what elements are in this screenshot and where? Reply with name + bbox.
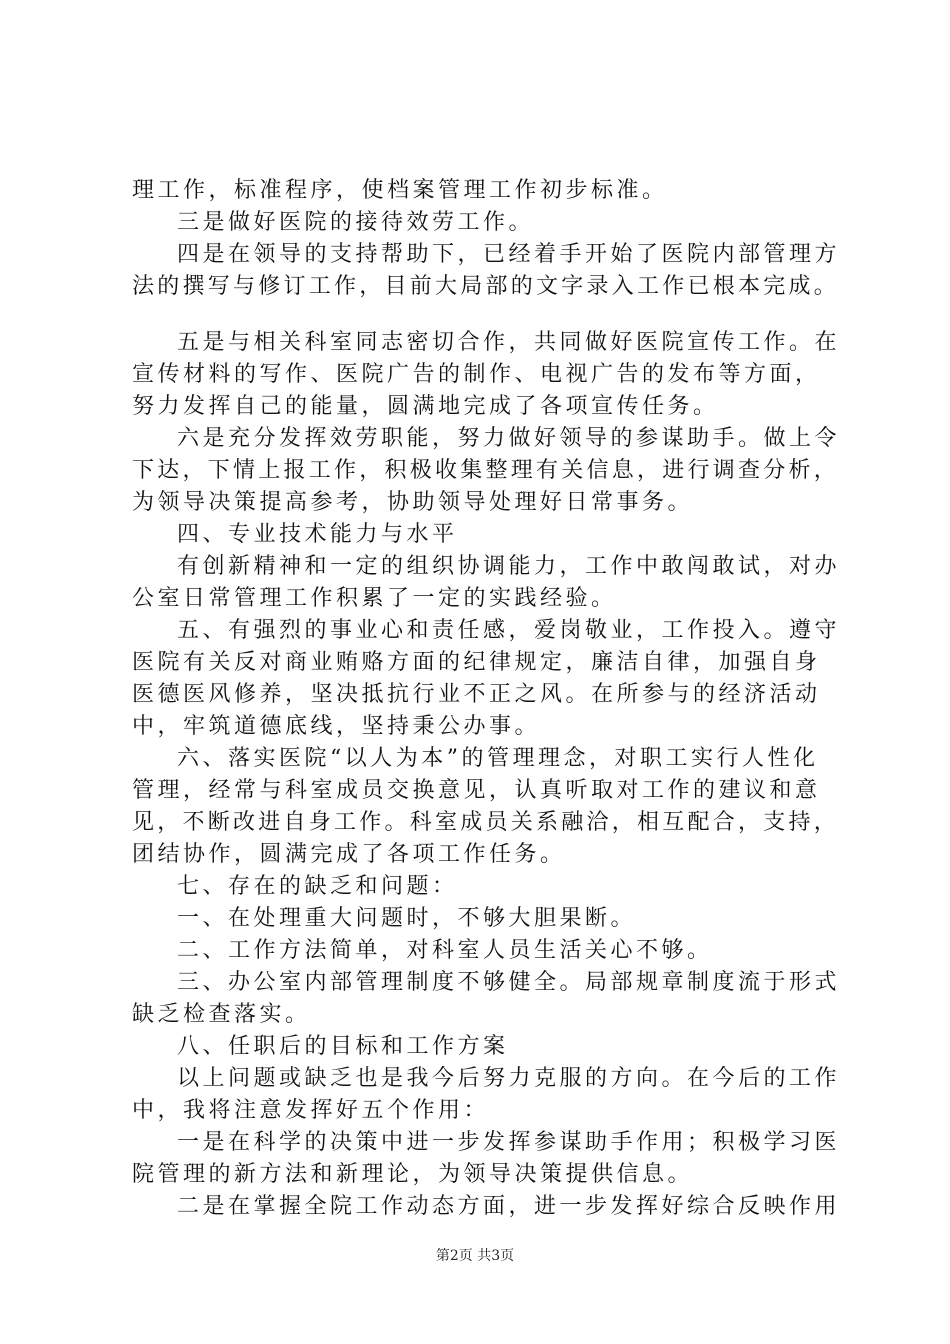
text-line: 医院有关反对商业贿赂方面的纪律规定，廉洁自律，加强自身 — [132, 650, 821, 675]
text-line: 院管理的新方法和新理论，为领导决策提供信息。 — [132, 1162, 694, 1187]
text-line: 医德医风修养，坚决抵抗行业不正之风。在所参与的经济活动 — [132, 682, 821, 707]
text-line: 法的撰写与修订工作，目前大局部的文字录入工作已根本完成。 — [132, 274, 840, 299]
text-line: 宣传材料的写作、医院广告的制作、电视广告的发布等方面， — [132, 362, 821, 387]
text-line: 一、在处理重大问题时，不够大胆果断。 — [177, 906, 637, 931]
text-line: 以上问题或缺乏也是我今后努力克服的方向。在今后的工作 — [177, 1066, 841, 1091]
text-line: 为领导决策提高参考，协助领导处理好日常事务。 — [132, 490, 694, 515]
text-line: 中，牢筑道德底线，坚持秉公办事。 — [132, 714, 541, 739]
text-line: 理工作，标准程序，使档案管理工作初步标准。 — [132, 178, 668, 203]
text-line: 三是做好医院的接待效劳工作。 — [177, 210, 535, 235]
section-heading: 四、专业技术能力与水平 — [177, 522, 458, 547]
text-line: 公室日常管理工作积累了一定的实践经验。 — [132, 586, 617, 611]
text-line: 团结协作，圆满完成了各项工作任务。 — [132, 842, 566, 867]
text-line: 管理，经常与科室成员交换意见，认真听取对工作的建议和意 — [132, 778, 821, 803]
text-line: 二、工作方法简单，对科室人员生活关心不够。 — [177, 938, 713, 963]
page-footer: 第2页 共3页 — [435, 1248, 515, 1264]
text-line: 有创新精神和一定的组织协调能力，工作中敢闯敢试，对办 — [177, 554, 841, 579]
text-line: 下达，下情上报工作，积极收集整理有关信息，进行调查分析， — [132, 458, 840, 483]
section-heading: 八、任职后的目标和工作方案 — [177, 1034, 509, 1059]
text-line: 见，不断改进自身工作。科室成员关系融洽，相互配合，支持， — [132, 810, 840, 835]
text-line: 三、办公室内部管理制度不够健全。局部规章制度流于形式 — [177, 970, 841, 995]
text-line: 六是充分发挥效劳职能，努力做好领导的参谋助手。做上令 — [177, 426, 841, 451]
text-line: 二是在掌握全院工作动态方面，进一步发挥好综合反映作用 — [177, 1194, 841, 1219]
text-line: 中，我将注意发挥好五个作用： — [132, 1098, 490, 1123]
text-line: 六、落实医院“以人为本”的管理理念，对职工实行人性化 — [177, 746, 819, 771]
text-line: 缺乏检查落实。 — [132, 1002, 311, 1027]
text-line: 五是与相关科室同志密切合作，共同做好医院宣传工作。在 — [177, 330, 841, 355]
text-line: 五、有强烈的事业心和责任感，爱岗敬业，工作投入。遵守 — [177, 618, 841, 643]
text-line: 四是在领导的支持帮助下，已经着手开始了医院内部管理方 — [177, 242, 841, 267]
text-line: 努力发挥自己的能量，圆满地完成了各项宣传任务。 — [132, 394, 719, 419]
text-line: 一是在科学的决策中进一步发挥参谋助手作用；积极学习医 — [177, 1130, 841, 1155]
section-heading: 七、存在的缺乏和问题： — [177, 874, 458, 899]
